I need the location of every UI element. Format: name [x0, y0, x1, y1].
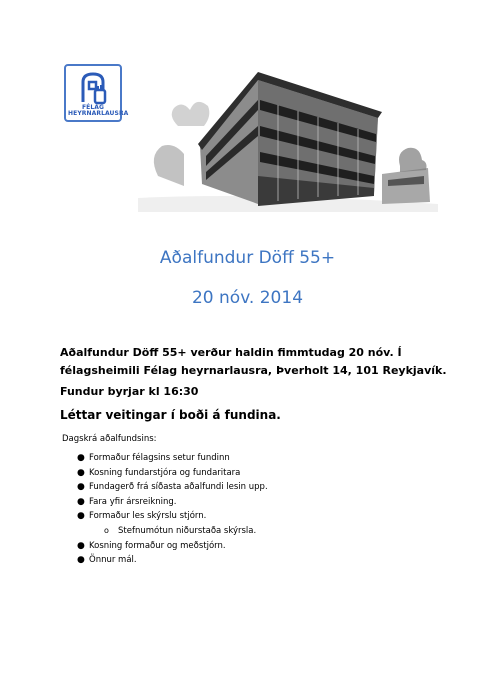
agenda-item-text: Fara yfir ársreikning. — [89, 496, 177, 507]
agenda-subitem-text: Stefnumótun niðurstaða skýrsla. — [118, 525, 257, 536]
bullet-icon: ● — [77, 467, 85, 478]
logo-wordmark — [68, 104, 129, 117]
announcement-text: Aðalfundur Döff 55+ verður haldin fimmtudag 20 nóv. Í félagsheimili Félag heyrnarlausra, Þverholt 14, 101 Reykjavík. — [60, 346, 447, 377]
agenda-item — [0, 451, 495, 466]
agenda-item-text: Önnur mál. — [89, 555, 137, 566]
agenda-item — [0, 495, 495, 510]
logo-line-1: FÉLAG — [81, 104, 105, 111]
agenda-item-text: Fundagerð frá síðasta aðalfundi lesin upp. — [89, 482, 268, 493]
bullet-icon: ● — [77, 482, 85, 493]
page-title: Aðalfundur Döff 55+ — [159, 248, 336, 268]
agenda-item — [0, 480, 495, 495]
start-time-text: Fundur byrjar kl 16:30 — [60, 385, 199, 398]
agenda-item-text: Kosning fundarstjóra og fundaritara — [89, 467, 241, 478]
hollow-bullet-icon: o — [104, 525, 109, 535]
building-sketch-image — [138, 56, 438, 212]
agenda-item-text: Formaður les skýrslu stjórn. — [89, 511, 207, 522]
organization-logo — [64, 64, 129, 122]
event-date: 20 nóv. 2014 — [191, 288, 304, 308]
agenda-item-text: Kosning formaður og meðstjórn. — [89, 540, 226, 551]
bullet-icon: ● — [77, 540, 85, 551]
agenda-item-text: Formaður félagsins setur fundinn — [89, 453, 230, 463]
refreshments-text: Léttar veitingar í boði á fundina. — [60, 408, 281, 422]
agenda-item — [0, 539, 495, 554]
agenda-heading: Dagskrá aðalfundsins: — [62, 434, 157, 444]
agenda-item — [0, 553, 495, 568]
agenda-item — [0, 509, 495, 524]
agenda-list — [0, 451, 495, 568]
logo-line-2: HEYRNARLAUSRA — [68, 110, 129, 117]
bullet-icon: ● — [77, 453, 85, 463]
agenda-item — [0, 466, 495, 481]
bullet-icon: ● — [77, 511, 85, 522]
agenda-subitem — [0, 524, 495, 539]
bullet-icon: ● — [77, 555, 85, 566]
bullet-icon: ● — [77, 496, 85, 507]
